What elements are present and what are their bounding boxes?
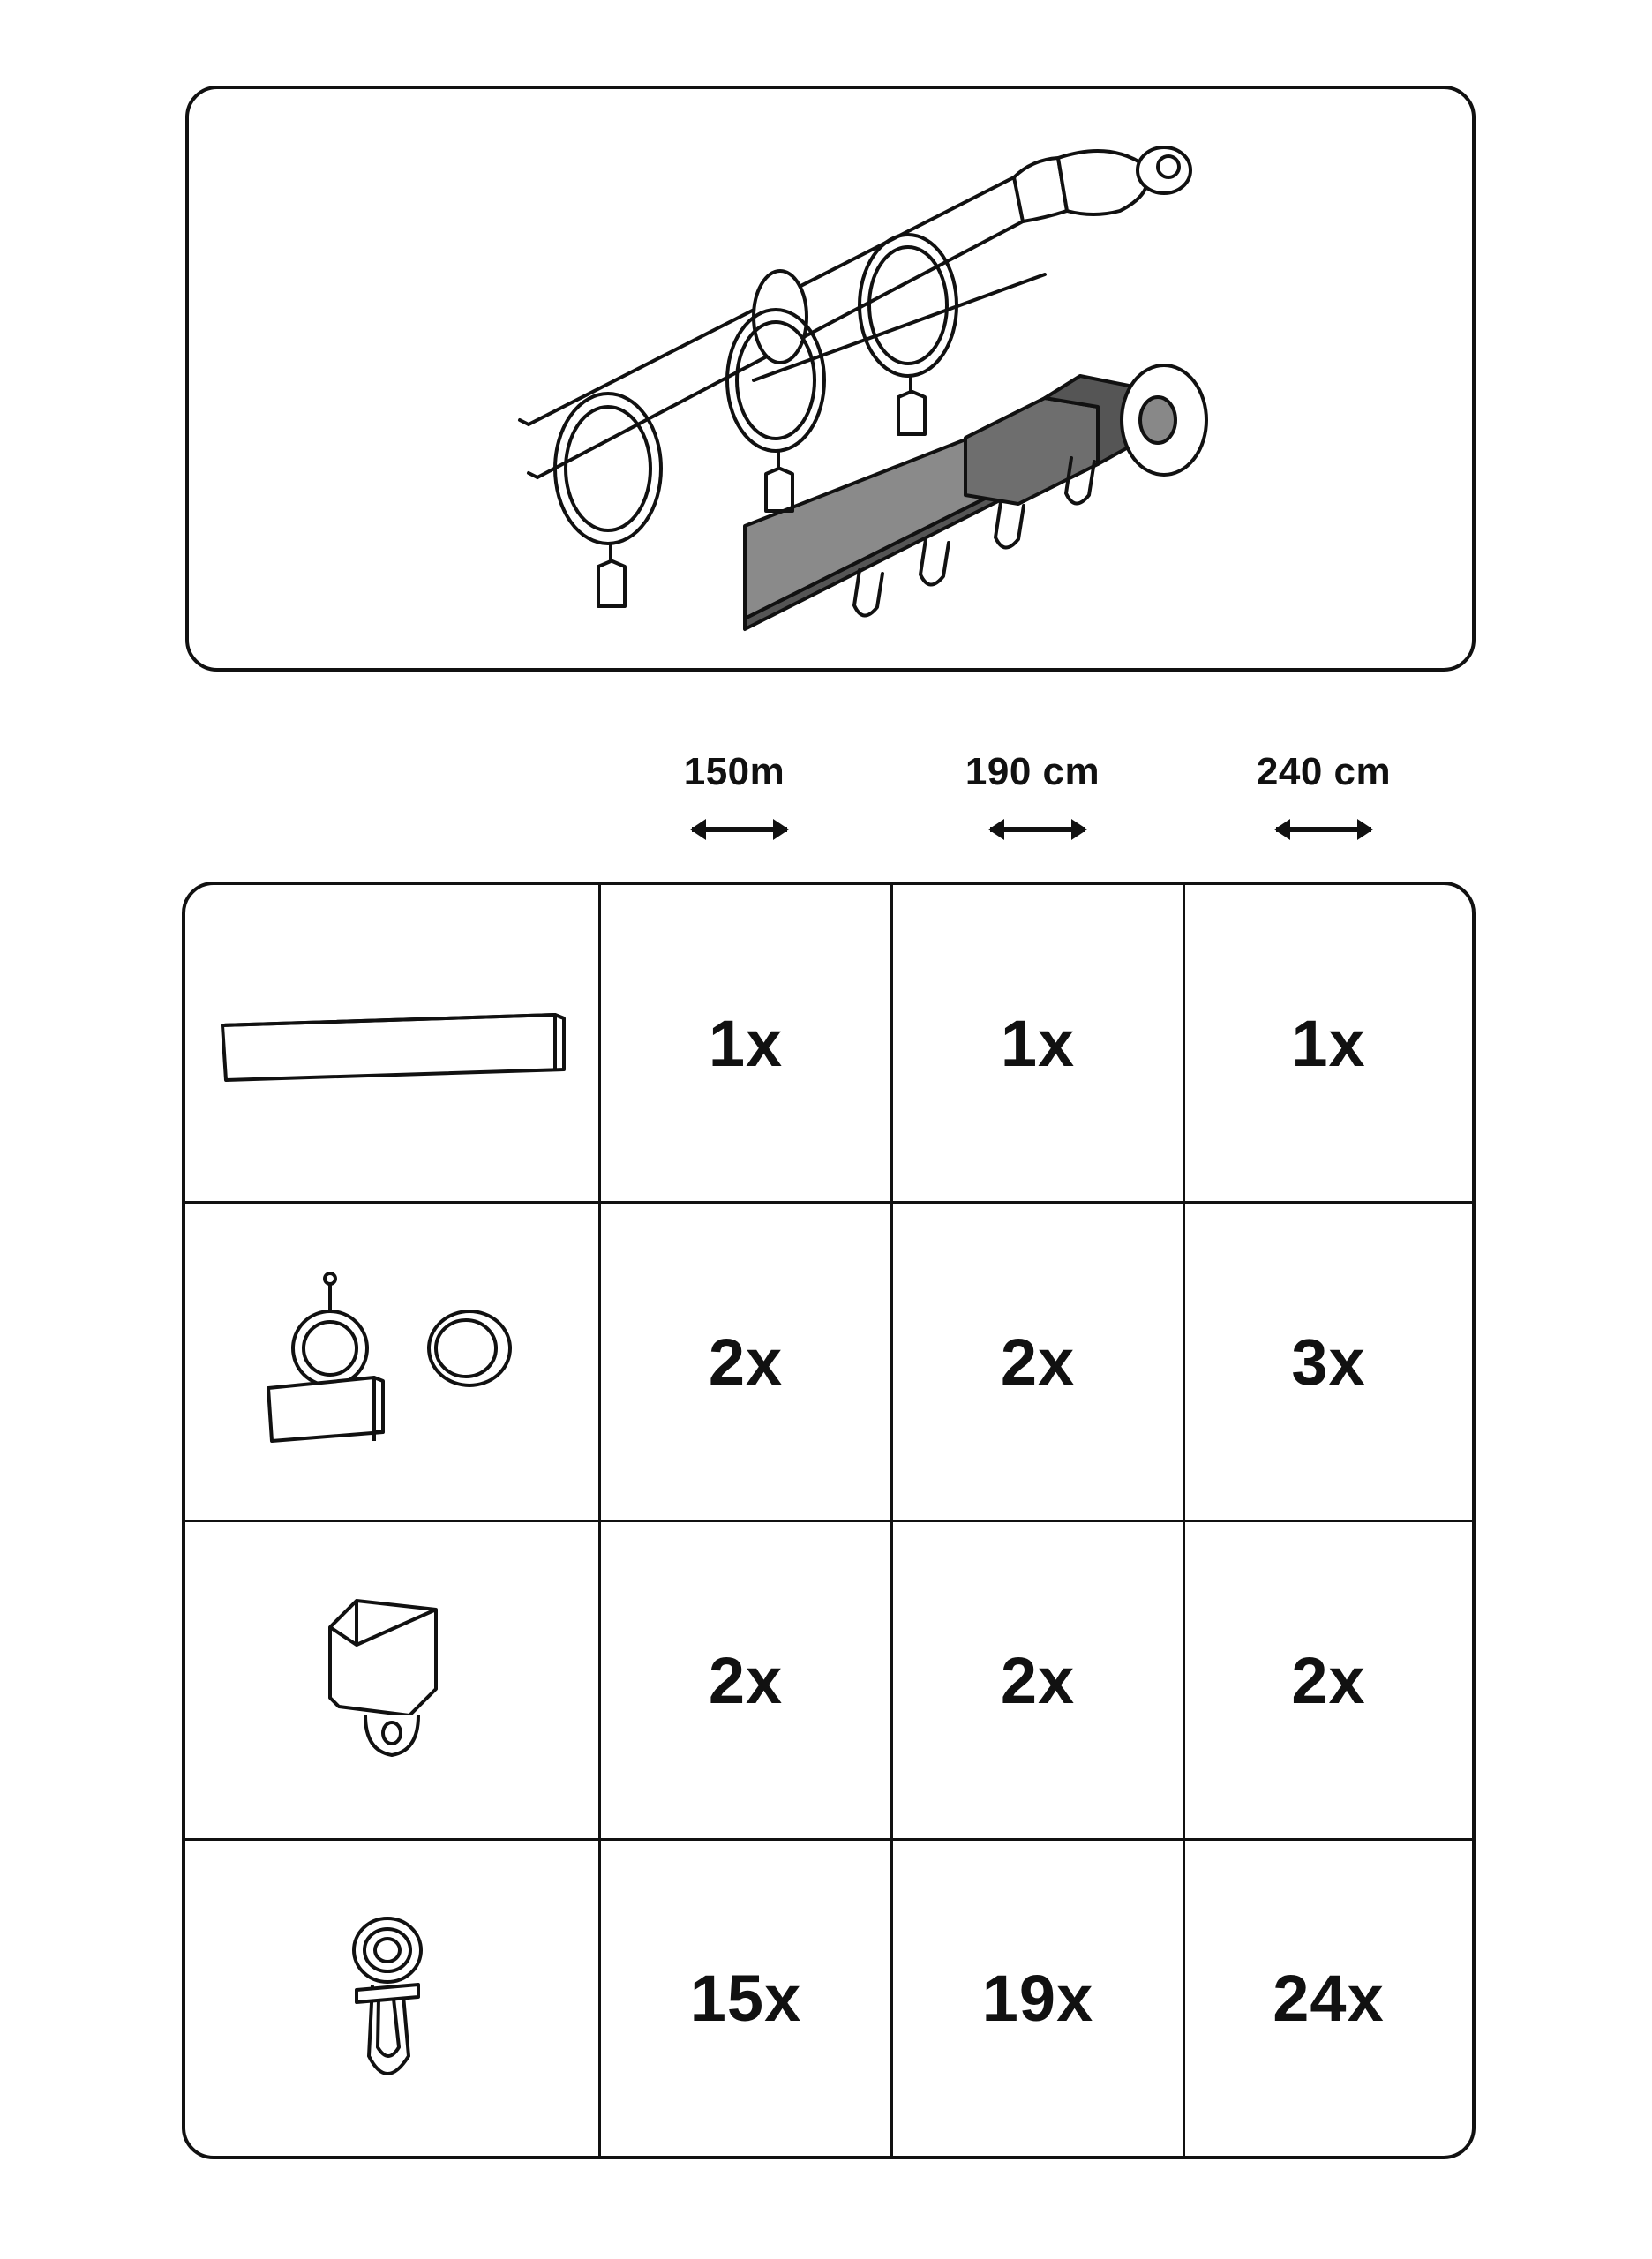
quantity-cell: 2x [1185,1522,1472,1841]
quantity-cell: 19x [893,1841,1185,2156]
parts-table [182,882,1476,2159]
size-header-2: 190 cm [965,750,1100,793]
quantity-cell: 1x [893,885,1185,1204]
width-arrow-icon [1271,812,1377,847]
quantity-cell: 1x [1185,885,1472,1204]
quantity-cell: 1x [601,885,893,1204]
end-cap-icon [312,1592,471,1768]
part-cell [185,1841,601,2156]
rail-profile-icon [215,999,568,1087]
bracket-and-rings-icon [251,1265,533,1459]
curtain-rod-illustration [189,89,1479,675]
part-cell [185,1204,601,1522]
quantity-cell: 3x [1185,1204,1472,1522]
part-cell [185,1522,601,1841]
glider-hook-icon [330,1902,454,2096]
quantity-cell: 24x [1273,1962,1385,2035]
width-arrow-icon [985,812,1091,847]
quantity-cell: 15x [601,1841,893,2156]
width-arrow-icon [687,812,792,847]
size-header-3: 240 cm [1256,750,1392,793]
size-header-1: 150m [683,750,785,793]
quantity-cell: 2x [893,1522,1185,1841]
quantity-cell: 2x [893,1204,1185,1522]
quantity-cell: 2x [601,1204,893,1522]
quantity-cell: 2x [601,1522,893,1841]
product-illustration-panel [185,86,1476,672]
part-cell [185,885,601,1204]
